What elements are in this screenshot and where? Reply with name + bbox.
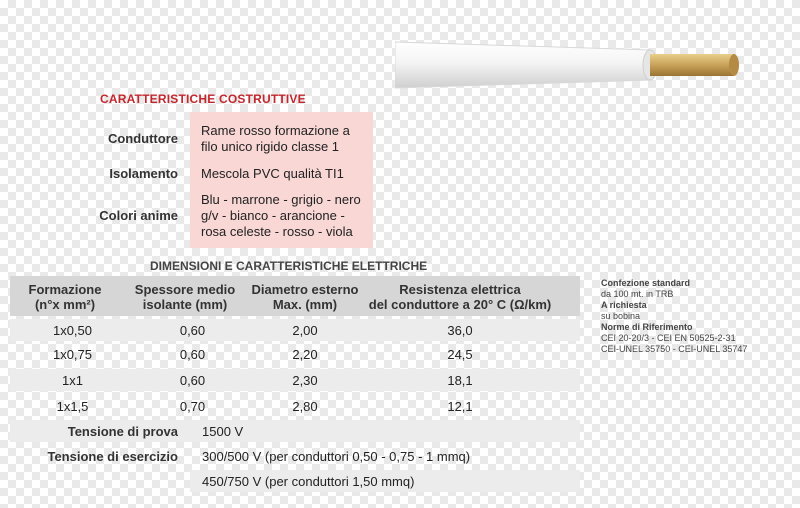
cell-diametro: 2,20: [292, 347, 318, 362]
header-diametro-line-1: Diametro esterno: [251, 282, 359, 297]
header-resistenza-line-2: del conduttore a 20° C (Ω/km): [368, 297, 552, 312]
conduttore-line-2: filo unico rigido classe 1: [201, 139, 340, 154]
note-line: da 100 mt. in TRB: [601, 289, 674, 299]
tensione-esercizio-label: Tensione di esercizio: [47, 449, 178, 464]
dimensions-title: DIMENSIONI E CARATTERISTICHE ELETTRICHE: [150, 259, 428, 273]
colori-line-1: Blu - marrone - grigio - nero: [201, 192, 361, 207]
note-line: Norme di Riferimento: [601, 322, 693, 332]
conduttore-line-1: Rame rosso formazione a: [201, 123, 350, 138]
cell-resistenza: 12,1: [447, 399, 473, 414]
cell-formazione: 1x0,75: [52, 347, 93, 362]
tensione-esercizio-value-1: 300/500 V (per conduttori 0,50 - 0,75 - 1 mmq): [202, 449, 471, 464]
conduttore-label: Conduttore: [107, 131, 178, 146]
isolamento-value: Mescola PVC qualità TI1: [201, 166, 344, 181]
header-spessore-line-1: Spessore medio: [134, 282, 236, 297]
note-line: A richiesta: [601, 300, 647, 310]
colori-value: [201, 192, 371, 240]
isolamento-label: Isolamento: [109, 166, 178, 181]
note-line: su bobina: [601, 311, 641, 321]
header-resistenza: [360, 282, 560, 312]
colori-line-2: g/v - bianco - arancione -: [201, 208, 345, 223]
conduttore-value: [201, 123, 371, 155]
cell-formazione: 1x0,50: [52, 323, 93, 338]
note-line: CEI 20-20/3 - CEI EN 50525-2-31: [601, 333, 736, 343]
construction-title: CARATTERISTICHE COSTRUTTIVE: [100, 92, 306, 106]
side-notes: [601, 278, 791, 355]
header-formazione-line-2: (n°x mm²): [34, 297, 96, 312]
note-line: Confezione standard: [601, 278, 691, 288]
cell-diametro: 2,00: [292, 323, 318, 338]
cell-formazione: 1x1,5: [56, 399, 89, 414]
header-formazione: [10, 282, 120, 312]
colori-line-3: rosa celeste - rosso - viola: [201, 224, 353, 239]
colori-label: Colori anime: [99, 208, 178, 223]
cell-diametro: 2,80: [292, 399, 318, 414]
cell-resistenza: 18,1: [447, 373, 473, 388]
header-spessore-line-2: isolante (mm): [142, 297, 228, 312]
header-spessore: [120, 282, 250, 312]
cell-resistenza: 24,5: [447, 347, 473, 362]
header-resistenza-line-1: Resistenza elettrica: [399, 282, 521, 297]
tensione-prova-value: 1500 V: [202, 424, 244, 439]
tensione-esercizio-value-2: 450/750 V (per conduttori 1,50 mmq): [202, 474, 415, 489]
cell-spessore: 0,60: [179, 373, 206, 388]
cable-image: [395, 20, 800, 110]
cell-diametro: 2,30: [292, 373, 318, 388]
cell-spessore: 0,60: [179, 347, 206, 362]
cell-spessore: 0,70: [179, 399, 206, 414]
note-line: CEI-UNEL 35750 - CEI-UNEL 35747: [601, 344, 748, 354]
header-diametro: [245, 282, 365, 312]
cell-resistenza: 36,0: [447, 323, 473, 338]
header-formazione-line-1: Formazione: [28, 282, 102, 297]
cell-formazione: 1x1: [62, 373, 83, 388]
cell-spessore: 0,60: [179, 323, 206, 338]
header-diametro-line-2: Max. (mm): [272, 297, 338, 312]
tensione-prova-label: Tensione di prova: [67, 424, 178, 439]
